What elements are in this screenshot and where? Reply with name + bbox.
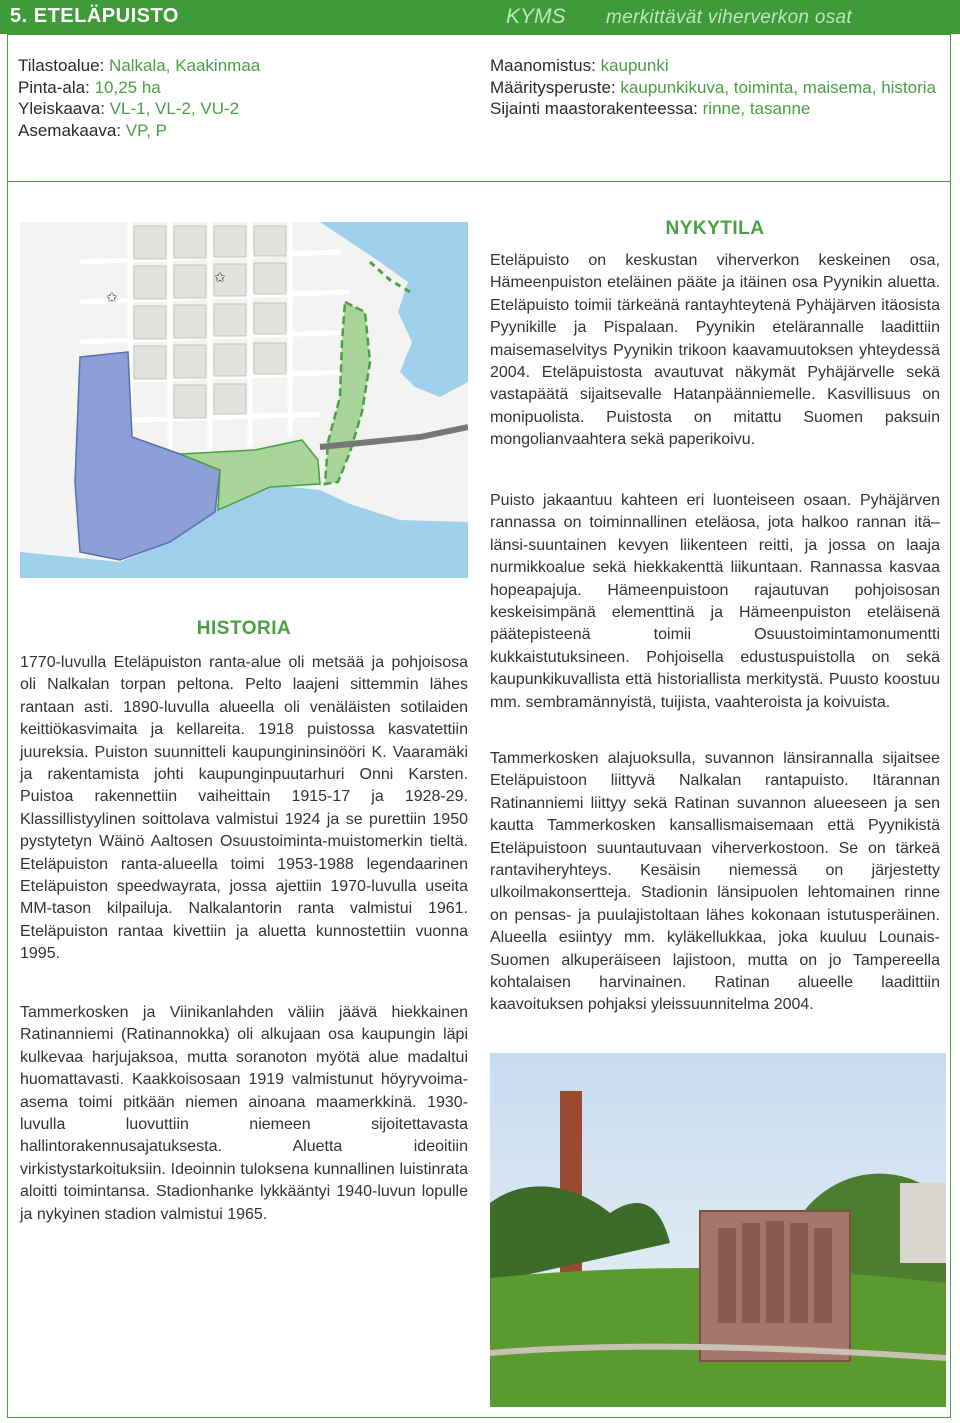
program-name: KYMS (506, 5, 566, 28)
historia-paragraph-1: 1770-luvulla Eteläpuiston ranta-alue oli metsää ja pohjoisosa oli Nalkalan torpan peltona. Pelto laajeni sittemmin lähes rantaan asti. 1890-luvulla alueella oli venäläisten sotilaiden keittiökasvimaita ja kellareita. 1918 puistossa kasvatettiin juureksia. Puiston suunnitteli kaupungininsinööri K. Vaaramäki ja rakentamista johti kaupunginpuutarhuri Onni Karsten. Puistoa rakennettiin vaiheittain 1915-17 ja 1928-29. Klassillistyylinen soittolava valmistui 1924 ja se purettiin 1950 pystytetyn Wäinö Aaltosen Osuustoiminta-muistomerkin tieltä. Eteläpuiston ranta-alueella toimi 1953-1988 legendaarinen Eteläpuiston speedwayrata, jossa ajettiin 1970-luvulla useita MM-tason kilpailuja. Nalkalantorin ranta valmistui 1961. Eteläpuiston rantaa kivettiin ja aluetta kunnostettiin vuonna 1995. (20, 654, 468, 963)
info-label: Sijainti maastorakenteessa: (490, 99, 698, 118)
header-subtitle: merkittävät viherverkon osat (606, 7, 852, 28)
info-left (18, 55, 260, 141)
info-label: Yleiskaava: (18, 99, 105, 118)
header-band (0, 0, 960, 34)
info-label: Maanomistus: (490, 56, 596, 75)
info-row-yleiskaava (18, 98, 260, 120)
star-marker-east: ✩ (214, 270, 226, 286)
map-drawing (20, 222, 468, 578)
info-value: Nalkala, Kaakinmaa (109, 56, 261, 75)
info-label: Pinta-ala: (18, 77, 90, 97)
info-value: rinne, tasanne (702, 99, 811, 118)
info-row-maanomistus (490, 55, 940, 77)
nykytila-paragraph-2: Puisto jakaantuu kahteen eri luonteiseen osaan. Pyhäjärven rannassa on toiminnallinen eteläosa, jota halkoo rannan itä–länsi-suuntainen kevyen liikenteen reitti, ja jossa on laaja nurmikkoalue sekä hiekkakenttä liikuntaan. Rannassa kasvaa hopeapajuja. Hämeenpuistoon rajautuvan pohjoisosan keskeisimpänä elementtinä ja Hämeenpuiston eteläisenä päätepisteenä toimii Osuustoimintamonumentti kukkaistutuksineen. Pohjoisella edustuspuistolla on sekä kaupunkikuvallista että historiallista merkitystä. Puusto koostuu mm. sembramännyistä, tuijista, vaahteroista ja koivuista. (490, 492, 940, 711)
info-value: VL-1, VL-2, VU-2 (109, 99, 240, 118)
photo-drawing (490, 1053, 946, 1407)
info-label: Asemakaava: (18, 120, 121, 140)
info-row-maaritysperuste (490, 77, 940, 99)
historia-paragraph-2: Tammerkosken ja Viinikanlahden väliin jäävä hiekkainen Ratinanniemi (Ratinannokka) oli alkujaan osa kaupungin läpi kulkevaa harjujaksoa, mutta soranoton myötä alue madaltui huomattavasti. Kaakkoisosaan 1919 valmistunut höyryvoima-asema toimi pitkään niemen ainoana maamerkkinä. 1930-luvulla luovuttiin niemeen sijoitettavasta hallintorakennusajatuksesta. Aluetta ideoitiin virkistystarkoituksiin. Ideoinnin tuloksena kunnallinen luistinrata aloitti toimintansa. Stadionhanke lykkääntyi 1940-luvun lopulle ja nykyinen stadion valmistui 1965. (20, 1004, 468, 1223)
page-title: 5. ETELÄPUISTO (10, 5, 179, 27)
building (900, 1183, 946, 1263)
park-monument-photo (490, 1053, 946, 1407)
monument-figures (718, 1221, 832, 1323)
nykytila-heading: NYKYTILA (665, 218, 765, 239)
historia-heading: HISTORIA (196, 618, 292, 639)
area-map (20, 222, 468, 578)
info-row-tilastoalue (18, 55, 260, 77)
info-row-sijainti (490, 98, 940, 120)
star-marker-west: ✩ (106, 290, 118, 306)
info-value: kaupunkikuva, toiminta, maisema, historia (620, 77, 936, 97)
info-row-asemakaava (18, 120, 260, 142)
info-label: Määritysperuste: (490, 77, 616, 97)
info-value: VP, P (125, 120, 168, 140)
info-value: 10,25 ha (94, 77, 161, 97)
info-value: kaupunki (600, 56, 669, 75)
info-row-pinta-ala (18, 77, 260, 99)
nykytila-paragraph-1: Eteläpuisto on keskustan viherverkon keskeinen osa, Hämeenpuiston eteläinen pääte ja itäinen osa Pyynikin aluetta. Eteläpuisto toimii tärkeänä rantayhteytenä Pyhäjärven itäosista Pyynikille ja Pispalaan. Pyynikin etelärannalle laadittiin maisemaselvitys Pyynikin trikoon kaavamuutoksen yhteydessä 2004. Eteläpuistosta avautuvat näkymät Pyhäjärvelle sekä vastapäätä sijaitsevalle Hatanpäänniemelle. Kasvillisuus on monipuolista. Puistosta on mitattu Suomen paksuin mongolianvaahtera sekä paperikoivu. (490, 252, 940, 449)
nykytila-paragraph-3: Tammerkosken alajuoksulla, suvannon länsirannalla sijaitsee Eteläpuistoon liittyvä Nalkalan rantapuisto. Itärannan Ratinanniemi liittyy sekä Ratinan suvannon alueeseen ja sen kautta Tammerkosken kansallismaisemaan että Pyynikistä Eteläpuistoon suuntautuvaan viherverkostoon. Se on tärkeä rantaviheryhteys. Kesäisin niemessä on järjestetty ulkoilmakonsertteja. Stadionin länsipuolen lehtomainen rinne on pensas- ja puulajistoltaan lähes kokonaan istutusperäinen. Alueella esiintyy mm. kyläkellukkaa, joka kuuluu Lounais-Suomen alkuperäiseen lajistoon, mutta on jo Tampereella kohtalaisen harvinainen. Ratinan alueelle laadittiin kaavoituksen pohjaksi yleissuunnitelma 2004. (490, 750, 940, 1014)
info-label: Tilastoalue: (18, 56, 105, 75)
info-right (490, 55, 940, 120)
